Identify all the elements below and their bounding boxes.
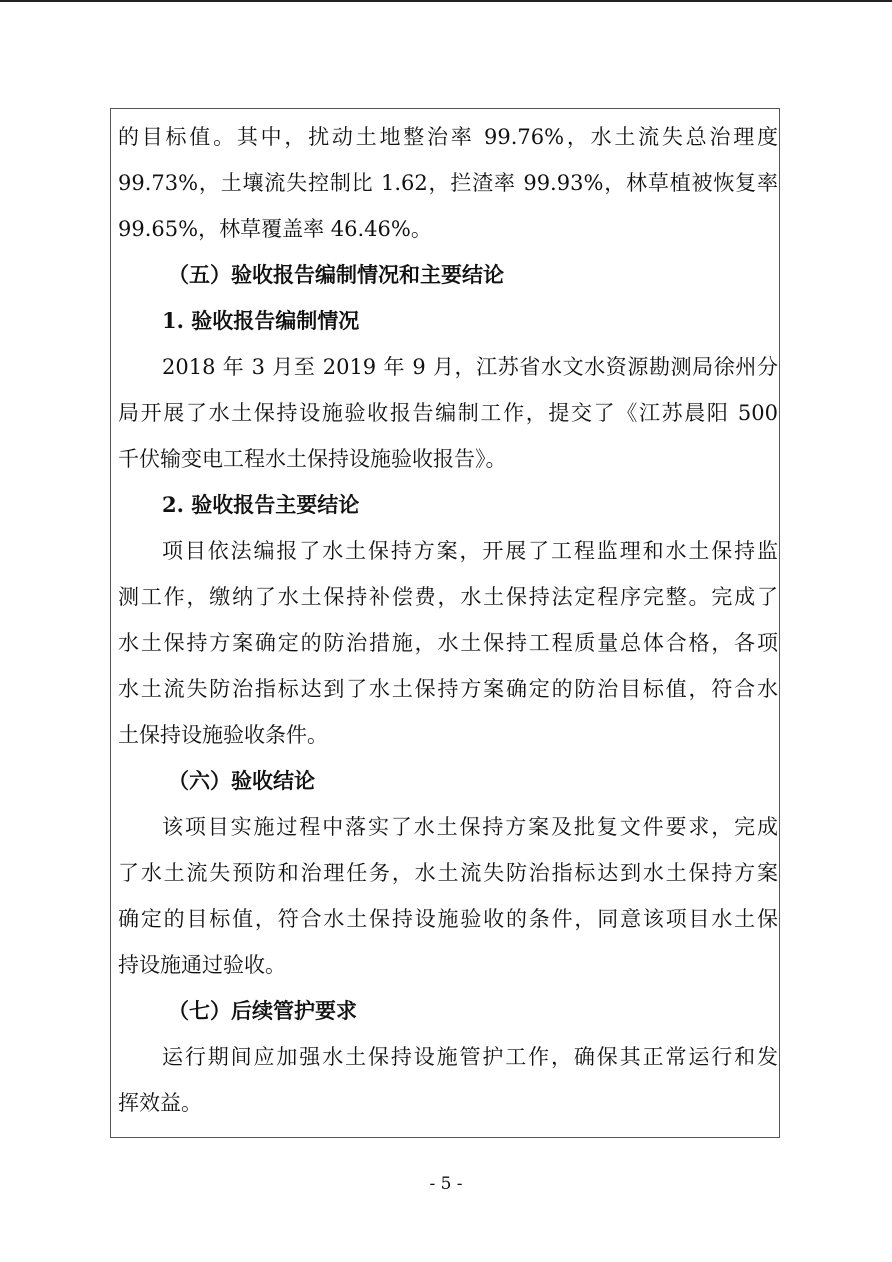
subsection-heading-2: 2. 验收报告主要结论 [162, 492, 360, 517]
paragraph-line: 的目标值。其中，扰动土地整治率 99.76%，水土流失总治理度 [118, 125, 778, 149]
paragraph-line: 了水土流失预防和治理任务，水土流失防治指标达到水土保持方案 [118, 861, 778, 885]
paragraph-line: 测工作，缴纳了水土保持补偿费，水土保持法定程序完整。完成了 [118, 585, 778, 609]
section-heading-7: （七）后续管护要求 [168, 998, 357, 1023]
paragraph-line: 水土流失防治指标达到了水土保持方案确定的防治目标值，符合水 [118, 677, 778, 701]
top-rule [0, 0, 892, 2]
paragraph-line: 千伏输变电工程水土保持设施验收报告》。 [118, 447, 507, 471]
paragraph-line: 99.73%，土壤流失控制比 1.62，拦渣率 99.93%，林草植被恢复率 [118, 171, 778, 195]
paragraph-line: 项目依法编报了水土保持方案，开展了工程监理和水土保持监 [162, 539, 778, 563]
paragraph-line: 2018 年 3 月至 2019 年 9 月，江苏省水文水资源勘测局徐州分 [162, 355, 778, 379]
section-heading-5: （五）验收报告编制情况和主要结论 [168, 262, 504, 287]
page-number: - 5 - [429, 1174, 463, 1194]
paragraph-line: 水土保持方案确定的防治措施，水土保持工程质量总体合格，各项 [118, 631, 778, 655]
paragraph-line: 该项目实施过程中落实了水土保持方案及批复文件要求，完成 [162, 815, 778, 839]
paragraph-line: 99.65%，林草覆盖率 46.46%。 [118, 217, 432, 241]
paragraph-line: 运行期间应加强水土保持设施管护工作，确保其正常运行和发 [162, 1045, 778, 1069]
paragraph-line: 土保持设施验收条件。 [118, 723, 328, 747]
document-body [118, 114, 778, 1126]
paragraph-line: 确定的目标值，符合水土保持设施验收的条件，同意该项目水土保 [118, 907, 778, 931]
subsection-heading-1: 1. 验收报告编制情况 [162, 308, 360, 333]
paragraph-line: 局开展了水土保持设施验收报告编制工作，提交了《江苏晨阳 500 [118, 401, 778, 425]
paragraph-line: 挥效益。 [118, 1091, 202, 1115]
section-heading-6: （六）验收结论 [168, 768, 315, 793]
paragraph-line: 持设施通过验收。 [118, 953, 286, 977]
